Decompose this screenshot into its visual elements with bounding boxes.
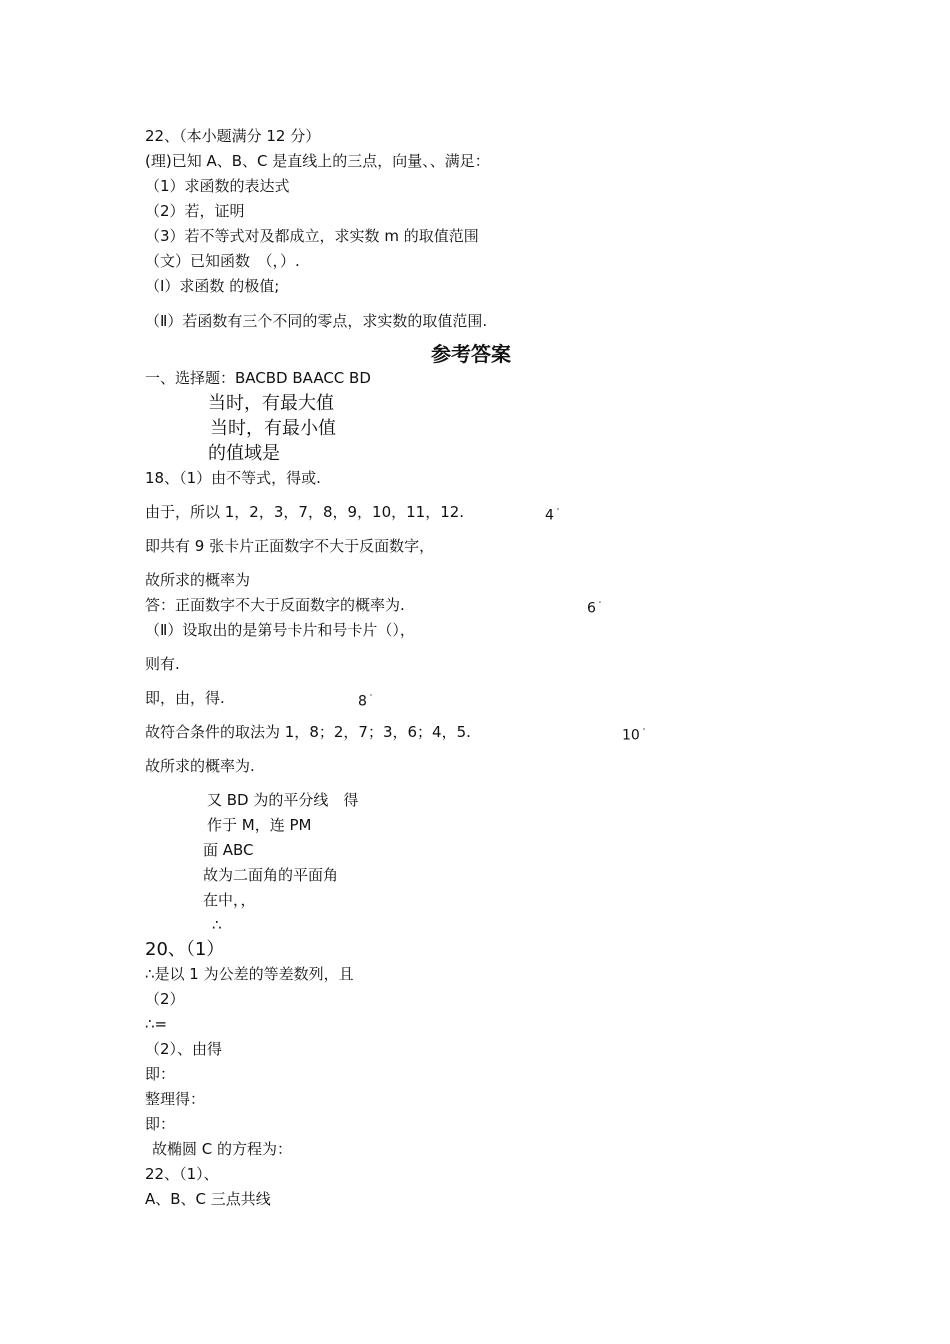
- a17-line1: 当时，有最大值: [208, 393, 334, 414]
- q22-wen-part2: （Ⅱ）若函数有三个不同的零点，求实数的取值范围.: [145, 312, 488, 330]
- q22-li-part2: （2）若，证明: [145, 202, 245, 220]
- a18-line1: 18、（1）由不等式，得或.: [145, 469, 321, 487]
- a20-line1: 20、（1）: [145, 939, 225, 960]
- a22-line1: 22、（1）、: [145, 1165, 219, 1183]
- a18-line9: 故符合条件的取法为 1，8；2，7；3，6；4，5.: [145, 723, 471, 741]
- q22-li-intro: (理)已知 A、B、C 是直线上的三点，向量、、满足：: [145, 152, 490, 170]
- a18-line7: 则有.: [145, 655, 180, 673]
- a20-line3: （2）: [145, 990, 185, 1008]
- a18-line10: 故所求的概率为.: [145, 757, 255, 775]
- q22-wen-part1: （Ⅰ）求函数 的极值;: [145, 277, 280, 295]
- a19-line5: 在中，，: [203, 891, 256, 909]
- a21-line3: 整理得：: [145, 1090, 206, 1108]
- a19-line6: ∴: [212, 916, 222, 934]
- q22-wen-intro: （文）已知函数 （，）.: [145, 252, 300, 270]
- a17-line3: 的值域是: [208, 443, 280, 464]
- a17-line2: 当时，有最小值: [210, 418, 336, 439]
- a19-line2: 作于 M，连 PM: [207, 816, 312, 834]
- a18-line6: （Ⅱ）设取出的是第号卡片和号卡片（），: [145, 621, 415, 639]
- a18-line2: 由于，所以 1，2，3，7，8，9，10，11，12.: [145, 503, 465, 521]
- a21-line5: 故椭圆 C 的方程为：: [152, 1140, 293, 1158]
- a18-line3: 即共有 9 张卡片正面数字不大于反面数字，: [145, 537, 435, 555]
- a18-score-4: 4 ': [545, 507, 560, 524]
- a19-line1: 又 BD 为的平分线 得: [207, 791, 359, 809]
- a18-line5: 答：正面数字不大于反面数字的概率为.: [145, 596, 405, 614]
- a21-line1: （2）、由得: [145, 1040, 223, 1058]
- a21-line4: 即：: [145, 1115, 176, 1133]
- choice-answers: 一、选择题：BACBD BAACC BD: [145, 369, 371, 387]
- a19-line4: 故为二面角的平面角: [203, 866, 339, 884]
- a18-line4: 故所求的概率为: [145, 571, 251, 589]
- q22-li-part3: （3）若不等式对及都成立，求实数 m 的取值范围: [145, 227, 479, 245]
- a18-line8: 即，由，得.: [145, 689, 225, 707]
- a21-line2: 即：: [145, 1065, 176, 1083]
- a18-score-6: 6 ': [587, 600, 602, 617]
- a18-score-10: 10 ': [622, 727, 646, 744]
- a18-score-8: 8 ': [358, 693, 373, 710]
- a20-line4: ∴=: [145, 1015, 168, 1033]
- a22-line2: A、B、C 三点共线: [145, 1190, 271, 1208]
- a19-line3: 面 ABC: [203, 841, 254, 859]
- a20-line2: ∴是以 1 为公差的等差数列，且: [145, 965, 354, 983]
- q22-li-part1: （1）求函数的表达式: [145, 177, 290, 195]
- q22-header: 22、（本小题满分 12 分）: [145, 127, 321, 145]
- answer-title: 参考答案: [431, 342, 511, 366]
